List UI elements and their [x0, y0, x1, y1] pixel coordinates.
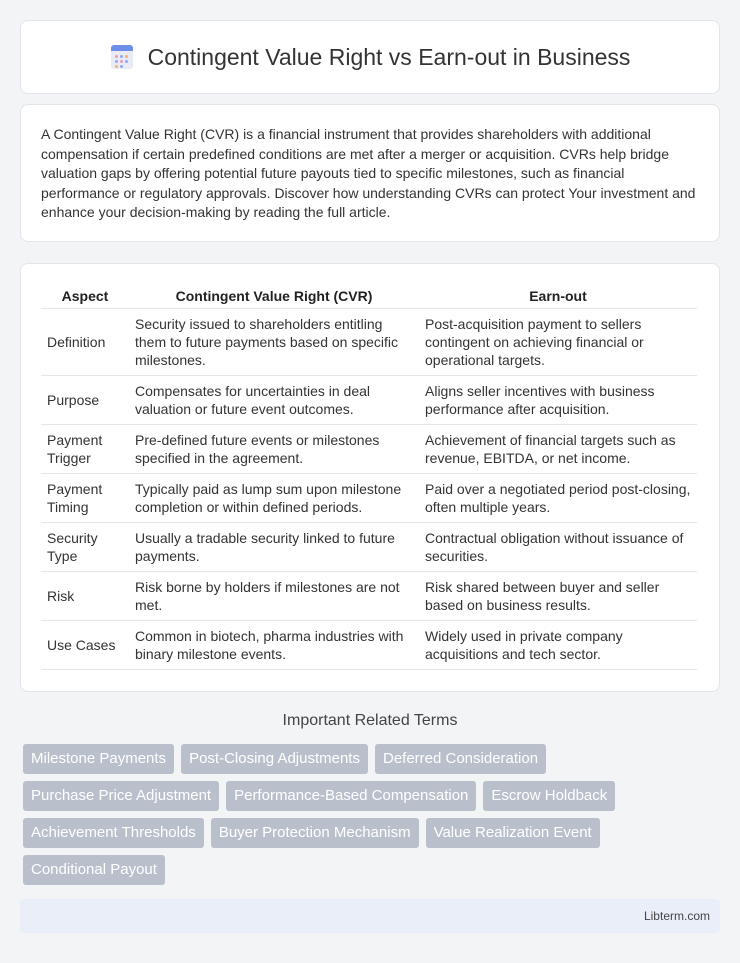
- intro-card: [20, 104, 720, 242]
- cell-earnout: Aligns seller incentives with business performance after acquisition.: [419, 375, 697, 424]
- cell-aspect: Definition: [41, 308, 129, 375]
- related-term-tag[interactable]: Deferred Consideration: [375, 744, 546, 774]
- header-aspect: Aspect: [41, 284, 129, 308]
- related-term-tag[interactable]: Escrow Holdback: [483, 781, 615, 811]
- cell-aspect: Purpose: [41, 375, 129, 424]
- cell-earnout: Risk shared between buyer and seller based on business results.: [419, 571, 697, 620]
- related-term-tag[interactable]: Performance-Based Compensation: [226, 781, 476, 811]
- table-row: [41, 308, 697, 375]
- cell-aspect: Risk: [41, 571, 129, 620]
- cell-cvr: Usually a tradable security linked to future payments.: [129, 522, 419, 571]
- calendar-icon: [110, 45, 134, 69]
- table-row: [41, 473, 697, 522]
- cell-aspect: Payment Trigger: [41, 424, 129, 473]
- cell-earnout: Contractual obligation without issuance of securities.: [419, 522, 697, 571]
- related-term-tag[interactable]: Milestone Payments: [23, 744, 174, 774]
- related-terms-title: Important Related Terms: [282, 712, 458, 729]
- cell-aspect: Use Cases: [41, 620, 129, 669]
- cell-cvr: Pre-defined future events or milestones specified in the agreement.: [129, 424, 419, 473]
- intro-text: A Contingent Value Right (CVR) is a financial instrument that provides shareholders with additional compensation if certain predefined conditions are met after a merger or acquisition. CVRs help bridge valuation gaps by offering potential future payouts tied to specific milestones, such as financial performance or regulatory approvals. Discover how understanding CVRs can protect Your investment and enhance your decision-making by reading the full article.: [41, 126, 696, 221]
- header-cvr: Contingent Value Right (CVR): [129, 284, 419, 308]
- related-term-tag[interactable]: Buyer Protection Mechanism: [211, 818, 419, 848]
- cell-cvr: Security issued to shareholders entitling them to future payments based on specific milestones.: [129, 308, 419, 375]
- footer: [20, 899, 720, 933]
- comparison-table: [41, 284, 697, 670]
- cell-earnout: Post-acquisition payment to sellers contingent on achieving financial or operational targets.: [419, 308, 697, 375]
- cell-cvr: Compensates for uncertainties in deal valuation or future event outcomes.: [129, 375, 419, 424]
- cell-earnout: Widely used in private company acquisitions and tech sector.: [419, 620, 697, 669]
- table-row: [41, 424, 697, 473]
- comparison-card: [20, 263, 720, 692]
- related-term-tag[interactable]: Purchase Price Adjustment: [23, 781, 219, 811]
- related-term-tag[interactable]: Achievement Thresholds: [23, 818, 204, 848]
- table-header-row: [41, 284, 697, 308]
- footer-brand-link[interactable]: Libterm.com: [643, 909, 710, 923]
- table-row: [41, 571, 697, 620]
- related-term-tag[interactable]: Value Realization Event: [426, 818, 600, 848]
- table-row: [41, 375, 697, 424]
- table-row: [41, 620, 697, 669]
- header-earnout: Earn-out: [419, 284, 697, 308]
- related-term-tag[interactable]: Post-Closing Adjustments: [181, 744, 368, 774]
- cell-aspect: Payment Timing: [41, 473, 129, 522]
- cell-aspect: Security Type: [41, 522, 129, 571]
- table-row: [41, 522, 697, 571]
- header-card: [20, 20, 720, 94]
- cell-earnout: Paid over a negotiated period post-closing, often multiple years.: [419, 473, 697, 522]
- related-terms-list: [23, 744, 713, 885]
- cell-cvr: Common in biotech, pharma industries with binary milestone events.: [129, 620, 419, 669]
- cell-cvr: Risk borne by holders if milestones are not met.: [129, 571, 419, 620]
- page-title: Contingent Value Right vs Earn-out in Business: [147, 43, 631, 70]
- cell-cvr: Typically paid as lump sum upon milestone completion or within defined periods.: [129, 473, 419, 522]
- related-term-tag[interactable]: Conditional Payout: [23, 855, 165, 885]
- cell-earnout: Achievement of financial targets such as revenue, EBITDA, or net income.: [419, 424, 697, 473]
